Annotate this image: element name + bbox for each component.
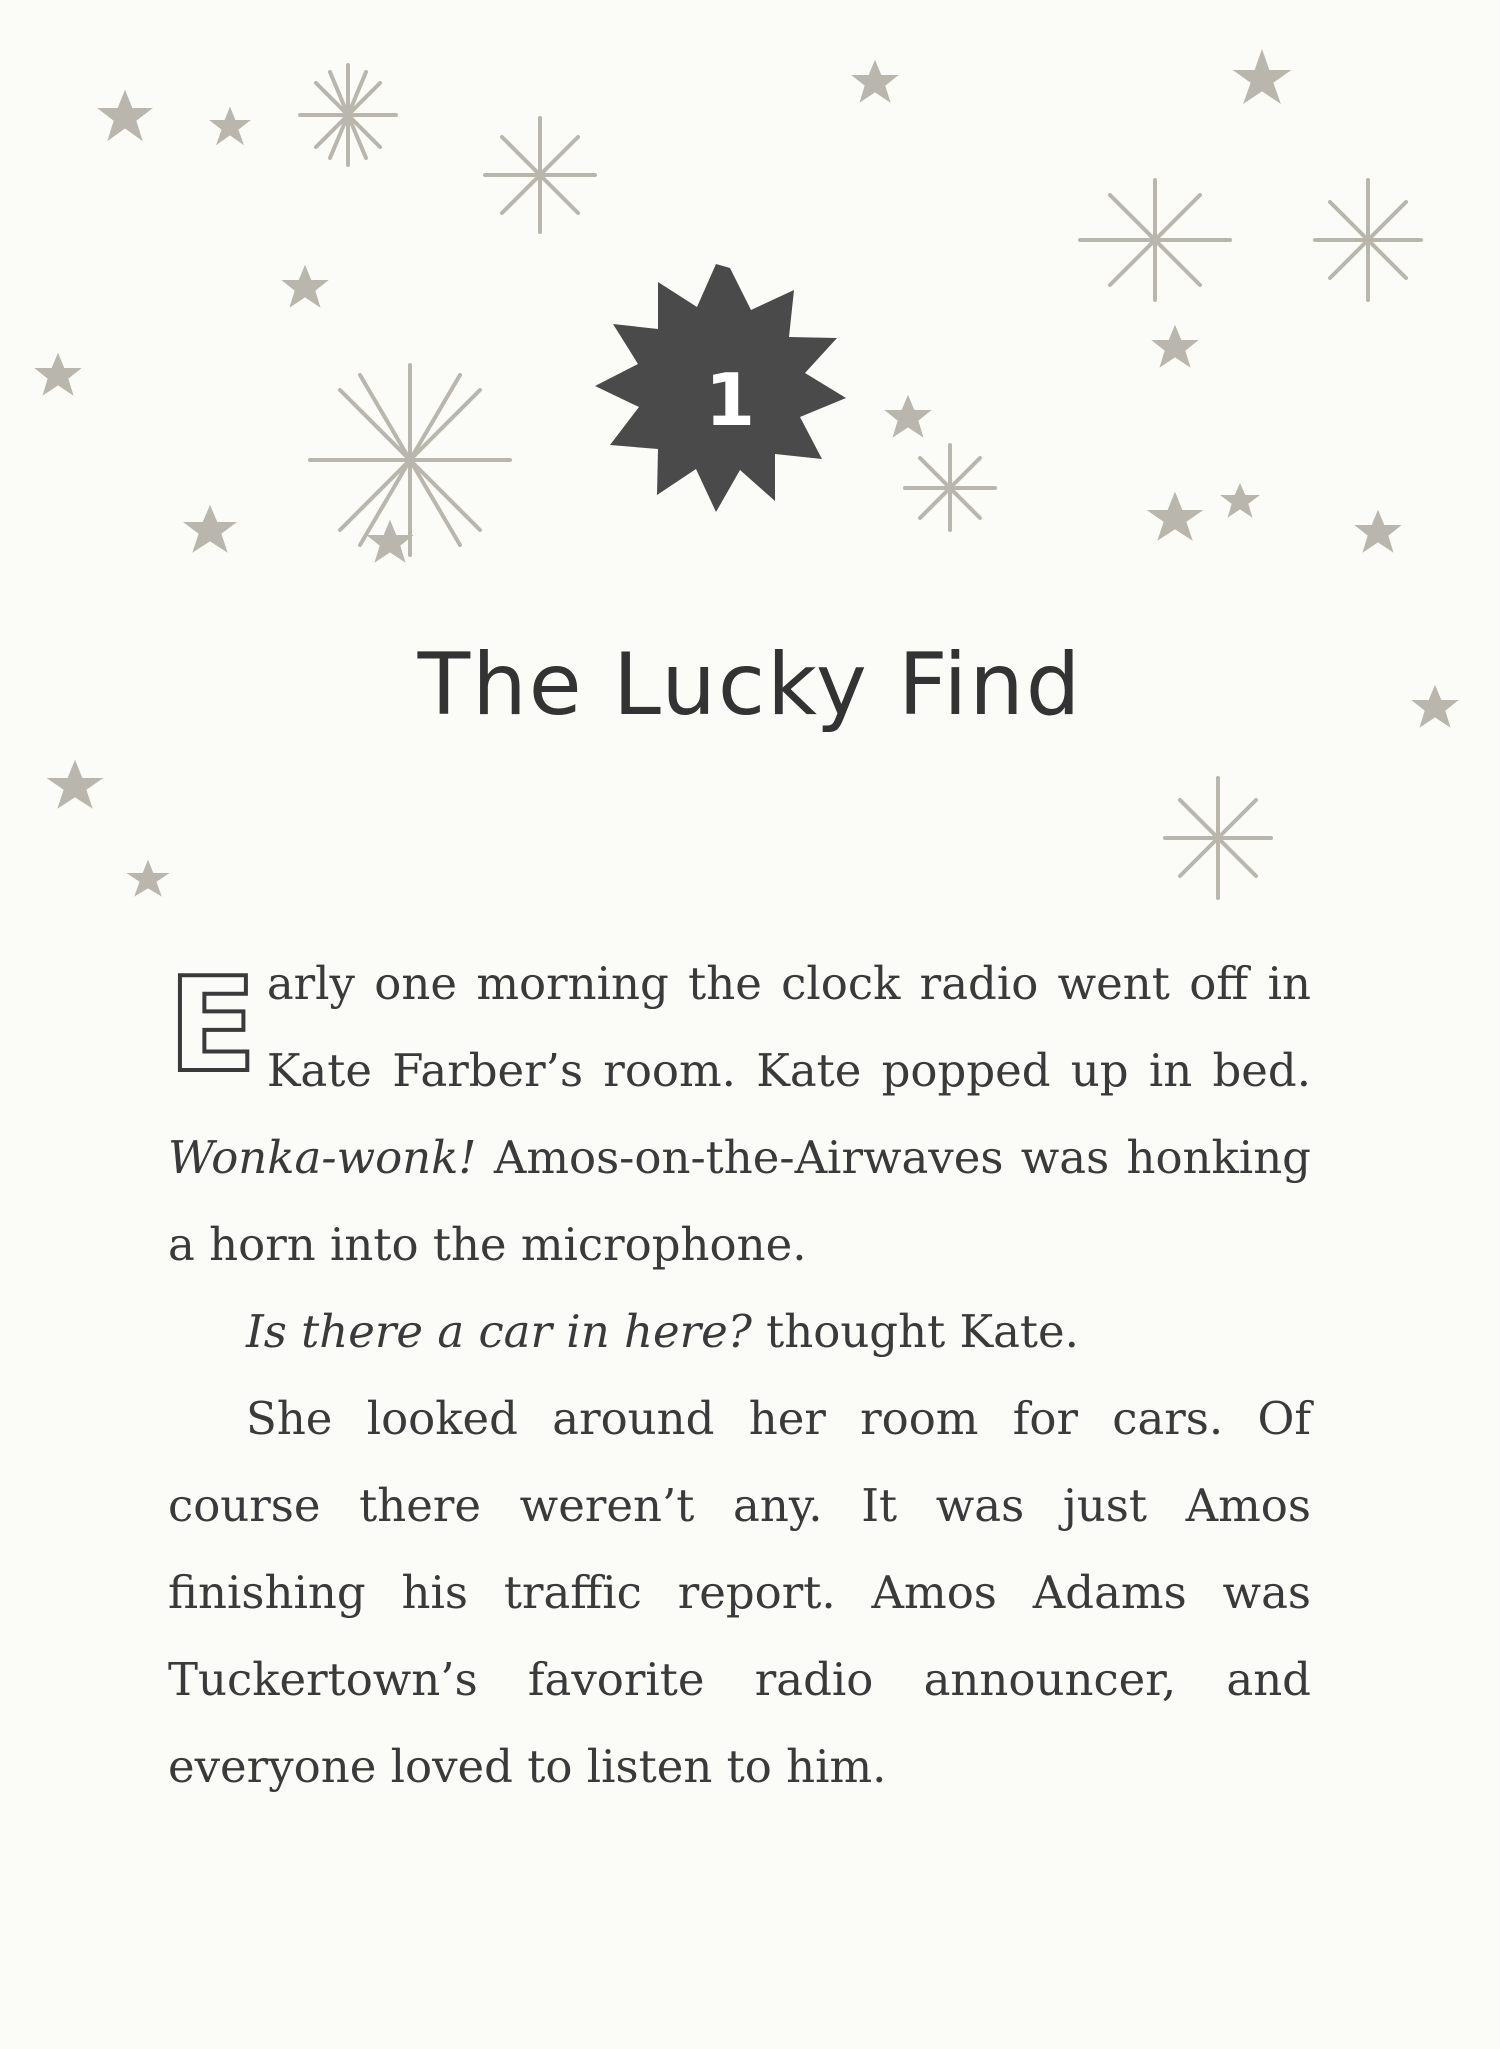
sparkle-icon [1080,180,1230,300]
paragraph-1 [168,940,1311,1288]
chapter-number: 1 [704,358,756,442]
star-icon [1239,55,1285,99]
star-icon [133,865,163,892]
drop-cap: E [168,949,257,1101]
story-text [168,940,1311,1810]
sparkle-icon [310,365,510,555]
paragraph-3: She looked around her room for cars. Of course there weren’t any. It was just Amos finishing his traffic report. Amos Adams was Tuckertown’s favorite radio announcer, and everyone loved to listen to him. [168,1392,1311,1793]
paragraph-1-text-a: arly one morning the clock radio went off in Kate Farber’s room. Kate popped up in bed. [266,957,1311,1097]
sparkle-icon [905,445,995,530]
paragraph-2-italic: Is there a car in here? [246,1305,752,1358]
sparkle-icon [485,118,595,232]
star-icon [1417,690,1453,723]
chapter-title: The Lucky Find [417,635,1083,735]
stars-decoration [0,0,1500,920]
star-icon [1157,330,1193,363]
sparkle-icon [300,65,396,165]
star-icon [1153,497,1197,536]
star-icon [376,528,404,554]
star-icon [287,270,323,303]
star-icon [40,358,76,391]
star-icon [189,510,231,548]
star-icon [215,112,245,140]
star-icon [103,95,147,136]
paragraph-2-text: thought Kate. [751,1305,1079,1358]
paragraph-1-text-b: Amos-on-the-Airwaves was honking a horn into the microphone. [168,1131,1311,1271]
star-icon [53,765,97,804]
star-icon [890,400,926,433]
paragraph-1-italic: Wonka-wonk! [168,1131,477,1184]
paragraph-2 [168,1288,1311,1375]
star-icon [857,65,893,98]
sparkle-icon [1315,180,1421,300]
star-icon [1360,515,1396,548]
sparkle-icon [1165,778,1271,898]
star-icon [1226,488,1254,513]
